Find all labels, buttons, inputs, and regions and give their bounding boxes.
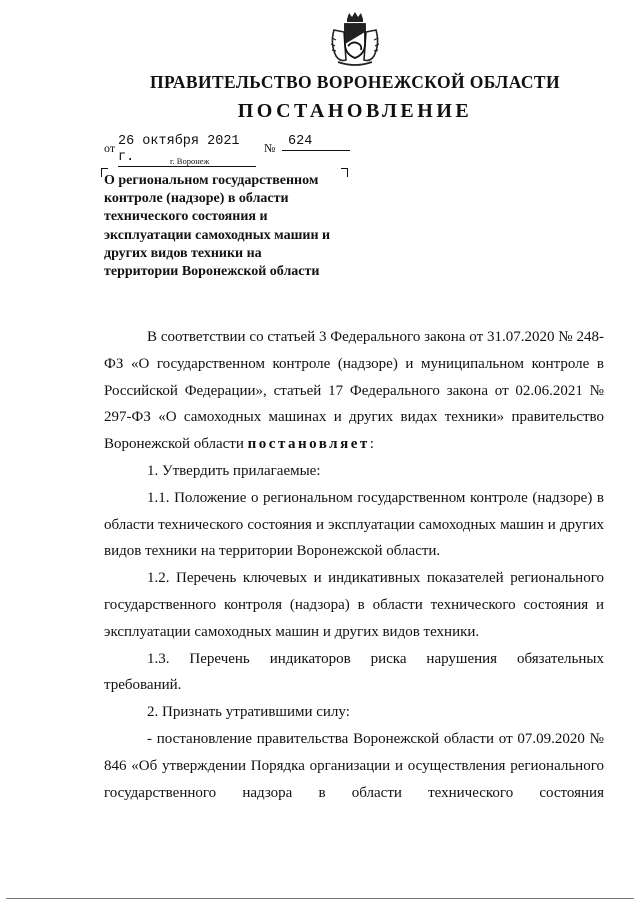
document-type: ПОСТАНОВЛЕНИЕ bbox=[237, 100, 473, 122]
document-body bbox=[104, 324, 604, 806]
date-prefix: от bbox=[104, 141, 116, 155]
document-date: 26 октября 2021 г. bbox=[118, 134, 256, 167]
paragraph-item-1-3: 1.3. Перечень индикаторов риска нарушения обязательных требований. bbox=[104, 650, 604, 694]
paragraph-item-1-1: 1.1. Положение о региональном государственном контроле (надзоре) в области технического состояния и эксплуатации самоходных машин и других видов техники на территории Воронежской области. bbox=[104, 489, 604, 560]
page-bottom-rule bbox=[6, 898, 634, 899]
coat-of-arms-icon bbox=[326, 10, 384, 68]
subject-line: эксплуатации самоходных машин и bbox=[104, 227, 331, 243]
subject-line: других видов техники на bbox=[104, 245, 262, 261]
subject-line: контроле (надзоре) в области bbox=[104, 191, 289, 207]
paragraph-preamble bbox=[104, 324, 604, 458]
preamble-text: В соответствии со статьей 3 Федерального закона от 31.07.2020 № 248-ФЗ «О государственном контроле (надзоре) и муниципальном контроле в Российской Федерации», статьей 17 Федерального закона от 02.06.2021 № 297-ФЗ «О самоходных машинах и других видах техники» правительство Воронежской области bbox=[104, 329, 604, 453]
city-label: г. Воронеж bbox=[170, 156, 210, 166]
paragraph-repealed-act: - постановление правительства Воронежской области от 07.09.2020 № 846 «Об утверждении Порядка организации и осуществления регионального государственного надзора в области технического состояния bbox=[104, 730, 604, 801]
paragraph-item-2: 2. Признать утратившими силу: bbox=[147, 704, 350, 721]
subject-line: технического состояния и bbox=[104, 209, 268, 225]
number-prefix: № bbox=[264, 141, 276, 155]
organization-name: ПРАВИТЕЛЬСТВО ВОРОНЕЖСКОЙ ОБЛАСТИ bbox=[149, 72, 561, 92]
resolution-verb: постановляет bbox=[247, 436, 370, 453]
preamble-colon: : bbox=[369, 436, 374, 453]
subject-line: территории Воронежской области bbox=[104, 264, 320, 280]
subject-line: О региональном государственном bbox=[104, 173, 319, 188]
paragraph-item-1: 1. Утвердить прилагаемые: bbox=[147, 462, 321, 479]
paragraph-item-1-2: 1.2. Перечень ключевых и индикативных показателей регионального государственного контроля (надзора) в области технического состояния и эксплуатации самоходных машин и других видов техники. bbox=[104, 570, 604, 640]
document-number: 624 bbox=[282, 134, 350, 151]
document-subject bbox=[104, 172, 352, 281]
